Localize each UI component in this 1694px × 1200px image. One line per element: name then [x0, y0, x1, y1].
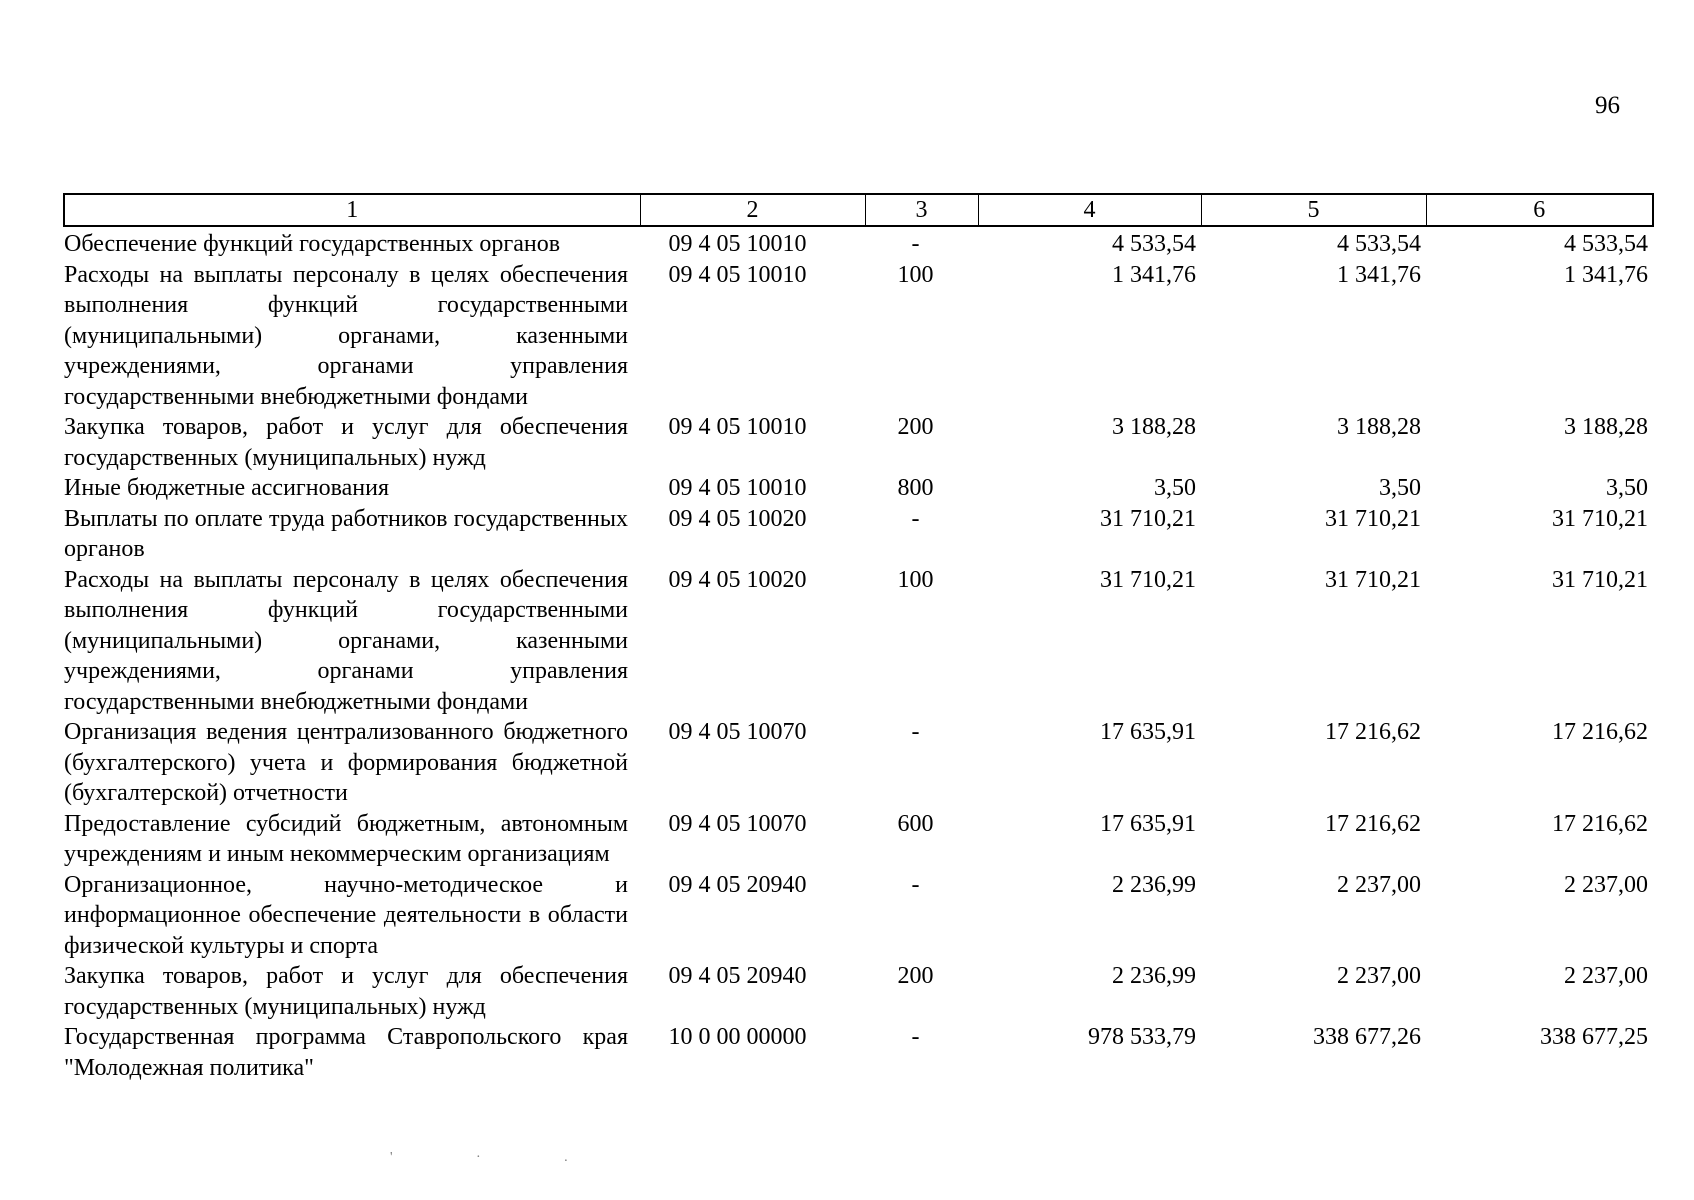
row-name-cell: Расходы на выплаты персоналу в целях обеспечения выполнения функций государственными (муниципальными) органами, казенными учреждениями, органами управления государственными внебюджетными фондами [64, 261, 628, 410]
row-type-cell: - [911, 1024, 920, 1050]
column-header-1: 1 [64, 194, 640, 226]
row-value-3-cell: 31 710,21 [1552, 566, 1648, 593]
row-value-2-cell: 3 188,28 [1337, 414, 1421, 440]
row-type-cell: 100 [897, 566, 934, 593]
row-value-3-cell: 3 188,28 [1564, 414, 1648, 440]
row-name-cell: Государственная программа Ставропольского края "Молодежная политика" [64, 1024, 628, 1081]
row-value-2-cell: 4 533,54 [1337, 231, 1421, 257]
row-type-cell: - [911, 719, 920, 745]
row-value-2-cell: 2 237,00 [1337, 871, 1421, 898]
row-name-cell: Организационное, научно-методическое и информационное обеспечение деятельности в области физической культуры и спорта [64, 871, 628, 959]
row-code-cell: 09 4 05 10010 [668, 475, 807, 501]
row-code-cell: 09 4 05 10070 [668, 810, 807, 837]
row-value-3-cell: 17 216,62 [1552, 719, 1648, 745]
table-row [64, 412, 1653, 473]
budget-table [63, 193, 1654, 1083]
column-header-2: 2 [640, 194, 865, 226]
row-value-3-cell: 2 237,00 [1564, 963, 1648, 989]
row-value-1-cell: 1 341,76 [1112, 261, 1196, 288]
row-name-cell: Организация ведения централизованного бюджетного (бухгалтерского) учета и формирования бюджетной (бухгалтерской) отчетности [64, 719, 628, 806]
table-row [64, 809, 1653, 870]
table-row [64, 226, 1653, 260]
table-row [64, 565, 1653, 718]
row-type-cell: - [911, 505, 920, 532]
page-number: 96 [1595, 92, 1620, 119]
row-name-cell: Закупка товаров, работ и услуг для обеспечения государственных (муниципальных) нужд [64, 963, 628, 1020]
table-body [64, 226, 1653, 1083]
row-code-cell: 09 4 05 10010 [668, 261, 807, 288]
row-value-3-cell: 338 677,25 [1540, 1024, 1648, 1050]
row-name-cell: Предоставление субсидий бюджетным, автономным учреждениям и иным некоммерческим организациям [64, 810, 628, 867]
row-value-1-cell: 3 188,28 [1112, 414, 1196, 440]
row-type-cell: - [911, 871, 920, 898]
row-code-cell: 09 4 05 10010 [668, 414, 807, 440]
row-value-1-cell: 3,50 [1154, 475, 1196, 501]
row-name-cell: Выплаты по оплате труда работников государственных органов [64, 505, 628, 562]
row-value-1-cell: 31 710,21 [1100, 566, 1196, 593]
row-type-cell: - [911, 231, 920, 257]
header-row [64, 194, 1653, 226]
row-name-cell: Иные бюджетные ассигнования [64, 475, 389, 501]
row-value-1-cell: 4 533,54 [1112, 231, 1196, 257]
row-type-cell: 200 [897, 414, 934, 440]
row-type-cell: 200 [897, 963, 934, 989]
row-value-3-cell: 17 216,62 [1552, 810, 1648, 837]
column-header-6: 6 [1426, 194, 1653, 226]
scan-artifact: ' · . [390, 1150, 608, 1165]
row-value-2-cell: 31 710,21 [1325, 505, 1421, 532]
table-row [64, 473, 1653, 504]
column-header-5: 5 [1201, 194, 1426, 226]
row-code-cell: 09 4 05 10010 [668, 231, 807, 257]
column-header-3: 3 [865, 194, 978, 226]
row-code-cell: 10 0 00 00000 [668, 1024, 807, 1050]
row-value-2-cell: 17 216,62 [1325, 810, 1421, 837]
row-code-cell: 09 4 05 20940 [668, 963, 807, 989]
row-value-2-cell: 1 341,76 [1337, 261, 1421, 288]
row-value-1-cell: 17 635,91 [1100, 719, 1196, 745]
row-value-3-cell: 2 237,00 [1564, 871, 1648, 898]
row-code-cell: 09 4 05 10070 [668, 719, 807, 745]
row-value-3-cell: 4 533,54 [1564, 231, 1648, 257]
column-header-4: 4 [978, 194, 1201, 226]
row-type-cell: 100 [897, 261, 934, 288]
row-code-cell: 09 4 05 20940 [668, 871, 807, 898]
row-type-cell: 600 [897, 810, 934, 837]
table-row [64, 260, 1653, 413]
row-value-2-cell: 2 237,00 [1337, 963, 1421, 989]
row-name-cell: Закупка товаров, работ и услуг для обеспечения государственных (муниципальных) нужд [64, 414, 628, 471]
row-value-2-cell: 3,50 [1379, 475, 1421, 501]
table-row [64, 870, 1653, 962]
row-value-2-cell: 31 710,21 [1325, 566, 1421, 593]
row-name-cell: Обеспечение функций государственных органов [64, 231, 561, 257]
row-value-1-cell: 2 236,99 [1112, 871, 1196, 898]
table-row [64, 961, 1653, 1022]
row-code-cell: 09 4 05 10020 [668, 566, 807, 593]
table-row [64, 504, 1653, 565]
row-value-1-cell: 31 710,21 [1100, 505, 1196, 532]
table-row [64, 1022, 1653, 1083]
row-name-cell: Расходы на выплаты персоналу в целях обеспечения выполнения функций государственными (муниципальными) органами, казенными учреждениями, органами управления государственными внебюджетными фондами [64, 566, 628, 715]
table-row [64, 717, 1653, 809]
row-value-1-cell: 978 533,79 [1088, 1024, 1196, 1050]
row-type-cell: 800 [897, 475, 934, 501]
row-value-3-cell: 3,50 [1606, 475, 1648, 501]
row-value-3-cell: 1 341,76 [1564, 261, 1648, 288]
row-code-cell: 09 4 05 10020 [668, 505, 807, 532]
row-value-1-cell: 17 635,91 [1100, 810, 1196, 837]
row-value-3-cell: 31 710,21 [1552, 505, 1648, 532]
row-value-2-cell: 17 216,62 [1325, 719, 1421, 745]
row-value-2-cell: 338 677,26 [1313, 1024, 1421, 1050]
row-value-1-cell: 2 236,99 [1112, 963, 1196, 989]
